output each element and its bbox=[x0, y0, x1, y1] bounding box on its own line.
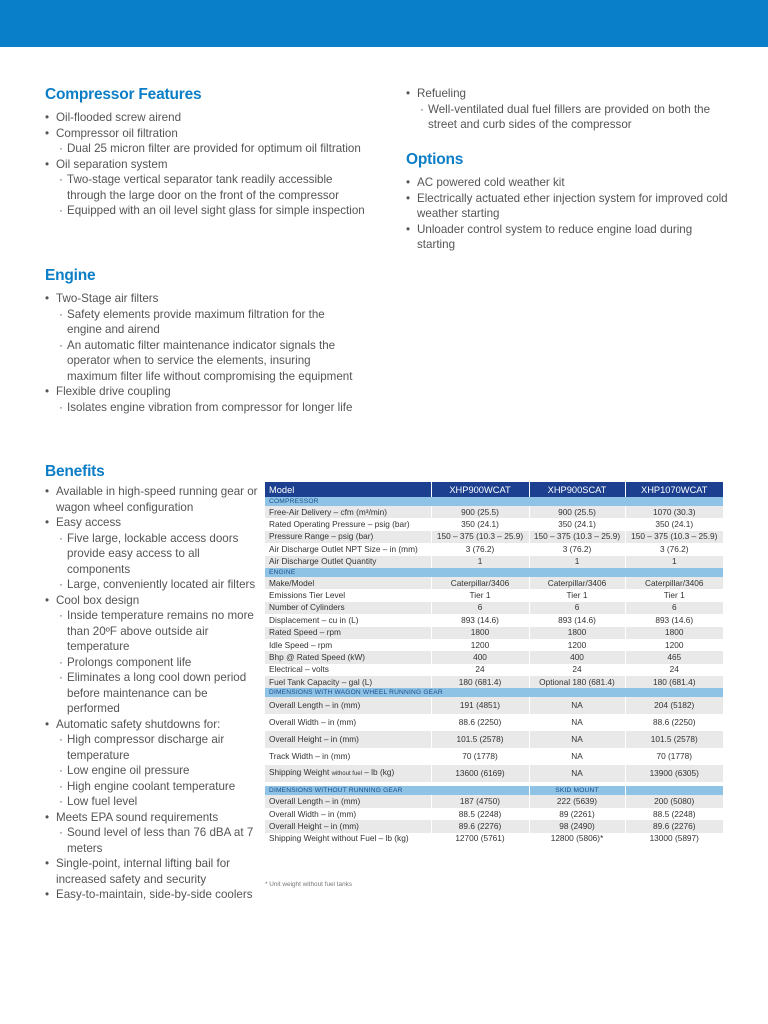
row-value: 1200 bbox=[625, 639, 723, 651]
row-value: 3 (76.2) bbox=[529, 543, 625, 555]
list-item-text: Compressor oil filtration bbox=[56, 126, 178, 140]
header-model: Model bbox=[265, 482, 431, 497]
shipping-weight-suffix: without fuel bbox=[331, 771, 362, 778]
sub-list-item: · High engine coolant temperature bbox=[56, 779, 263, 795]
category-label: DIMENSIONS WITHOUT RUNNING GEAR bbox=[265, 786, 529, 795]
row-value: 893 (14.6) bbox=[625, 614, 723, 626]
list-item bbox=[45, 126, 365, 157]
sub-list bbox=[56, 400, 355, 416]
table-body bbox=[265, 497, 723, 845]
shipping-weight-label: Shipping Weight bbox=[269, 767, 330, 778]
table-row bbox=[265, 697, 723, 714]
sub-list bbox=[56, 141, 365, 157]
row-value: 13900 (6305) bbox=[625, 765, 723, 782]
list-item bbox=[45, 484, 263, 515]
row-value: 350 (24.1) bbox=[431, 518, 529, 530]
list-item bbox=[45, 593, 263, 717]
category-empty bbox=[625, 786, 723, 795]
row-value: 893 (14.6) bbox=[529, 614, 625, 626]
specifications-table bbox=[265, 482, 723, 845]
list-item-text: Oil-flooded screw airend bbox=[56, 111, 182, 124]
row-value: 191 (4851) bbox=[431, 697, 529, 714]
row-value: 150 – 375 (10.3 – 25.9) bbox=[529, 531, 625, 543]
sub-list-item: · Equipped with an oil level sight glass for simple inspection bbox=[56, 203, 365, 219]
row-value: NA bbox=[529, 697, 625, 714]
row-label: Emissions Tier Level bbox=[265, 589, 431, 601]
row-label: Rated Operating Pressure – psig (bar) bbox=[265, 518, 431, 530]
list-item bbox=[45, 717, 263, 810]
sub-list-item: · Two-stage vertical separator tank readily accessible through the large door on the front of the compressor bbox=[56, 172, 365, 203]
refueling-list bbox=[406, 86, 731, 133]
list-item bbox=[45, 291, 355, 384]
row-value: 24 bbox=[431, 664, 529, 676]
row-label: Number of Cylinders bbox=[265, 602, 431, 614]
list-item bbox=[406, 222, 731, 253]
row-value: 88.6 (2250) bbox=[625, 714, 723, 731]
row-value: 1 bbox=[431, 556, 529, 568]
list-item-text: Oil separation system bbox=[56, 157, 168, 171]
options-list bbox=[406, 175, 731, 253]
sub-list bbox=[56, 307, 355, 385]
row-value: Caterpillar/3406 bbox=[625, 577, 723, 589]
row-label: Displacement – cu in (L) bbox=[265, 614, 431, 626]
row-value: 70 (1778) bbox=[625, 748, 723, 765]
row-label: Overall Height – in (mm) bbox=[265, 731, 431, 748]
row-label: Fuel Tank Capacity – gal (L) bbox=[265, 676, 431, 688]
table-row bbox=[265, 614, 723, 626]
row-value: 400 bbox=[529, 651, 625, 663]
table-category-row bbox=[265, 688, 723, 697]
list-item-text: Single-point, internal lifting bail for increased safety and security bbox=[56, 857, 231, 886]
list-item-text: Refueling bbox=[417, 87, 466, 100]
options-heading: Options bbox=[406, 151, 464, 168]
sub-list bbox=[56, 531, 263, 593]
row-value: 24 bbox=[625, 664, 723, 676]
row-label: Overall Length – in (mm) bbox=[265, 795, 431, 807]
row-value: 89.6 (2276) bbox=[431, 820, 529, 832]
table-row bbox=[265, 664, 723, 676]
row-value: NA bbox=[529, 731, 625, 748]
row-value: 350 (24.1) bbox=[529, 518, 625, 530]
table-row bbox=[265, 602, 723, 614]
sub-list-item: · Isolates engine vibration from compressor for longer life bbox=[56, 400, 355, 416]
list-item bbox=[45, 887, 263, 903]
engine-heading: Engine bbox=[45, 267, 96, 284]
row-value: 24 bbox=[529, 664, 625, 676]
row-value: 900 (25.5) bbox=[529, 506, 625, 518]
sub-list bbox=[56, 732, 263, 810]
sub-list-item: · Prolongs component life bbox=[56, 655, 263, 671]
row-value: 1200 bbox=[529, 639, 625, 651]
list-item-text: Electrically actuated ether injection system for improved cold weather starting bbox=[417, 191, 728, 220]
row-value: 3 (76.2) bbox=[625, 543, 723, 555]
row-value: 101.5 (2578) bbox=[431, 731, 529, 748]
sub-list-item: · An automatic filter maintenance indicator signals the operator when to service the elements, insuring maximum filter life without compromising the equipment bbox=[56, 338, 355, 385]
list-item-text: Easy-to-maintain, side-by-side coolers bbox=[56, 888, 253, 901]
row-label: Rated Speed – rpm bbox=[265, 627, 431, 639]
engine-section bbox=[45, 267, 355, 415]
sub-list-item: · Low engine oil pressure bbox=[56, 763, 263, 779]
row-value: 13600 (6169) bbox=[431, 765, 529, 782]
header-xhp900scat: XHP900SCAT bbox=[529, 482, 625, 497]
row-value: 70 (1778) bbox=[431, 748, 529, 765]
list-item-text: AC powered cold weather kit bbox=[417, 176, 565, 189]
list-item-text: Flexible drive coupling bbox=[56, 385, 171, 398]
row-value: 150 – 375 (10.3 – 25.9) bbox=[431, 531, 529, 543]
table-row bbox=[265, 627, 723, 639]
compressor-features-section bbox=[45, 86, 365, 219]
table-row bbox=[265, 651, 723, 663]
list-item bbox=[406, 86, 731, 133]
table-row bbox=[265, 676, 723, 688]
table-row bbox=[265, 577, 723, 589]
row-value: 13000 (5897) bbox=[625, 833, 723, 845]
table-row bbox=[265, 833, 723, 845]
sub-list-item: · Sound level of less than 76 dBA at 7 meters bbox=[56, 825, 263, 856]
row-value: 180 (681.4) bbox=[625, 676, 723, 688]
row-value: 101.5 (2578) bbox=[625, 731, 723, 748]
compressor-features-heading: Compressor Features bbox=[45, 86, 202, 103]
row-label: Overall Width – in (mm) bbox=[265, 808, 431, 820]
row-label: Track Width – in (mm) bbox=[265, 748, 431, 765]
shipping-weight-unit: – lb (kg) bbox=[361, 767, 395, 778]
list-item-text: Automatic safety shutdowns for: bbox=[56, 717, 221, 731]
row-value: 1070 (30.3) bbox=[625, 506, 723, 518]
sub-list-item: · Safety elements provide maximum filtration for the engine and airend bbox=[56, 307, 355, 338]
row-value: NA bbox=[529, 748, 625, 765]
list-item bbox=[45, 810, 263, 857]
sub-list-item: · Large, conveniently located air filters bbox=[56, 577, 263, 593]
table-row bbox=[265, 765, 723, 782]
table-row bbox=[265, 556, 723, 568]
compressor-features-list bbox=[45, 110, 365, 219]
row-value: 88.5 (2248) bbox=[431, 808, 529, 820]
table-row bbox=[265, 543, 723, 555]
row-value: 222 (5639) bbox=[529, 795, 625, 807]
row-value: 1800 bbox=[431, 627, 529, 639]
row-value: 89 (2261) bbox=[529, 808, 625, 820]
table-row bbox=[265, 531, 723, 543]
row-value: 1800 bbox=[625, 627, 723, 639]
row-value: 12700 (5761) bbox=[431, 833, 529, 845]
table-footnote: * Unit weight without fuel tanks bbox=[265, 881, 353, 888]
row-label: Make/Model bbox=[265, 577, 431, 589]
row-value: Tier 1 bbox=[625, 589, 723, 601]
top-banner bbox=[0, 0, 768, 47]
row-label: Overall Width – in (mm) bbox=[265, 714, 431, 731]
row-value: 400 bbox=[431, 651, 529, 663]
row-label: Air Discharge Outlet Quantity bbox=[265, 556, 431, 568]
row-value: Caterpillar/3406 bbox=[431, 577, 529, 589]
row-label: Overall Height – in (mm) bbox=[265, 820, 431, 832]
row-value: 350 (24.1) bbox=[625, 518, 723, 530]
sub-list-item: · Dual 25 micron filter are provided for optimum oil filtration bbox=[56, 141, 365, 157]
sub-list-item: · Eliminates a long cool down period before maintenance can be performed bbox=[56, 670, 263, 717]
sub-list bbox=[56, 172, 365, 219]
list-item-text: Cool box design bbox=[56, 593, 140, 607]
row-label: Air Discharge Outlet NPT Size – in (mm) bbox=[265, 543, 431, 555]
category-label: COMPRESSOR bbox=[265, 497, 723, 506]
sub-list-item: · Five large, lockable access doors provide easy access to all components bbox=[56, 531, 263, 578]
table-row bbox=[265, 639, 723, 651]
table-row bbox=[265, 808, 723, 820]
table-row bbox=[265, 820, 723, 832]
table-header-row bbox=[265, 482, 723, 497]
row-value: 88.5 (2248) bbox=[625, 808, 723, 820]
row-value: 88.6 (2250) bbox=[431, 714, 529, 731]
list-item bbox=[45, 515, 263, 593]
table-row bbox=[265, 518, 723, 530]
row-value: Optional 180 (681.4) bbox=[529, 676, 625, 688]
row-value: 1200 bbox=[431, 639, 529, 651]
sub-list bbox=[56, 825, 263, 856]
list-item bbox=[45, 856, 263, 887]
row-label: Free-Air Delivery – cfm (m³/min) bbox=[265, 506, 431, 518]
row-value: 6 bbox=[625, 602, 723, 614]
row-value: 200 (5080) bbox=[625, 795, 723, 807]
header-xhp1070wcat: XHP1070WCAT bbox=[625, 482, 723, 497]
row-label: Pressure Range – psig (bar) bbox=[265, 531, 431, 543]
table-category-row bbox=[265, 786, 723, 795]
row-value: 6 bbox=[431, 602, 529, 614]
table-row bbox=[265, 795, 723, 807]
benefits-section bbox=[45, 463, 263, 903]
list-item bbox=[45, 384, 355, 415]
row-label bbox=[265, 765, 431, 782]
options-section bbox=[406, 151, 731, 253]
list-item bbox=[45, 110, 365, 126]
row-value: 1 bbox=[625, 556, 723, 568]
table-row bbox=[265, 731, 723, 748]
row-value: 1800 bbox=[529, 627, 625, 639]
row-label: Bhp @ Rated Speed (kW) bbox=[265, 651, 431, 663]
row-label: Shipping Weight without Fuel – lb (kg) bbox=[265, 833, 431, 845]
refueling-section bbox=[406, 86, 731, 133]
header-xhp900wcat: XHP900WCAT bbox=[431, 482, 529, 497]
row-value: 150 – 375 (10.3 – 25.9) bbox=[625, 531, 723, 543]
row-value: 893 (14.6) bbox=[431, 614, 529, 626]
row-value: 89.6 (2276) bbox=[625, 820, 723, 832]
category-label: DIMENSIONS WITH WAGON WHEEL RUNNING GEAR bbox=[265, 688, 723, 697]
sub-list bbox=[56, 608, 263, 717]
category-label-mid: SKID MOUNT bbox=[529, 786, 625, 795]
category-label: ENGINE bbox=[265, 568, 723, 577]
list-item bbox=[406, 175, 731, 191]
list-item-text: Meets EPA sound requirements bbox=[56, 810, 219, 824]
row-value: Caterpillar/3406 bbox=[529, 577, 625, 589]
engine-list bbox=[45, 291, 355, 415]
table-row bbox=[265, 748, 723, 765]
row-value: Tier 1 bbox=[431, 589, 529, 601]
row-value: NA bbox=[529, 765, 625, 782]
row-value: NA bbox=[529, 714, 625, 731]
sub-list bbox=[417, 102, 731, 133]
row-value: 12800 (5806)* bbox=[529, 833, 625, 845]
sub-list-item: · Low fuel level bbox=[56, 794, 263, 810]
list-item-text: Unloader control system to reduce engine load during starting bbox=[417, 222, 693, 251]
row-value: 180 (681.4) bbox=[431, 676, 529, 688]
row-value: 204 (5182) bbox=[625, 697, 723, 714]
row-value: 3 (76.2) bbox=[431, 543, 529, 555]
row-label: Electrical – volts bbox=[265, 664, 431, 676]
table-category-row bbox=[265, 497, 723, 506]
row-value: 900 (25.5) bbox=[431, 506, 529, 518]
benefits-list bbox=[45, 484, 263, 903]
list-item bbox=[45, 157, 365, 219]
table-row bbox=[265, 589, 723, 601]
benefits-heading: Benefits bbox=[45, 463, 105, 480]
row-label: Overall Length – in (mm) bbox=[265, 697, 431, 714]
list-item-text: Available in high-speed running gear or wagon wheel configuration bbox=[56, 485, 258, 514]
row-value: 465 bbox=[625, 651, 723, 663]
row-value: 98 (2490) bbox=[529, 820, 625, 832]
row-value: Tier 1 bbox=[529, 589, 625, 601]
table-row bbox=[265, 714, 723, 731]
row-value: 187 (4750) bbox=[431, 795, 529, 807]
table-category-row bbox=[265, 568, 723, 577]
table-row bbox=[265, 506, 723, 518]
sub-list-item: · High compressor discharge air temperature bbox=[56, 732, 263, 763]
sub-list-item: · Inside temperature remains no more than 20ºF above outside air temperature bbox=[56, 608, 263, 655]
list-item bbox=[406, 191, 731, 222]
list-item-text: Easy access bbox=[56, 516, 122, 529]
list-item-text: Two-Stage air filters bbox=[56, 292, 159, 305]
row-value: 1 bbox=[529, 556, 625, 568]
row-label: Idle Speed – rpm bbox=[265, 639, 431, 651]
row-value: 6 bbox=[529, 602, 625, 614]
sub-list-item: · Well-ventilated dual fuel fillers are provided on both the street and curb sides of the compressor bbox=[417, 102, 731, 133]
